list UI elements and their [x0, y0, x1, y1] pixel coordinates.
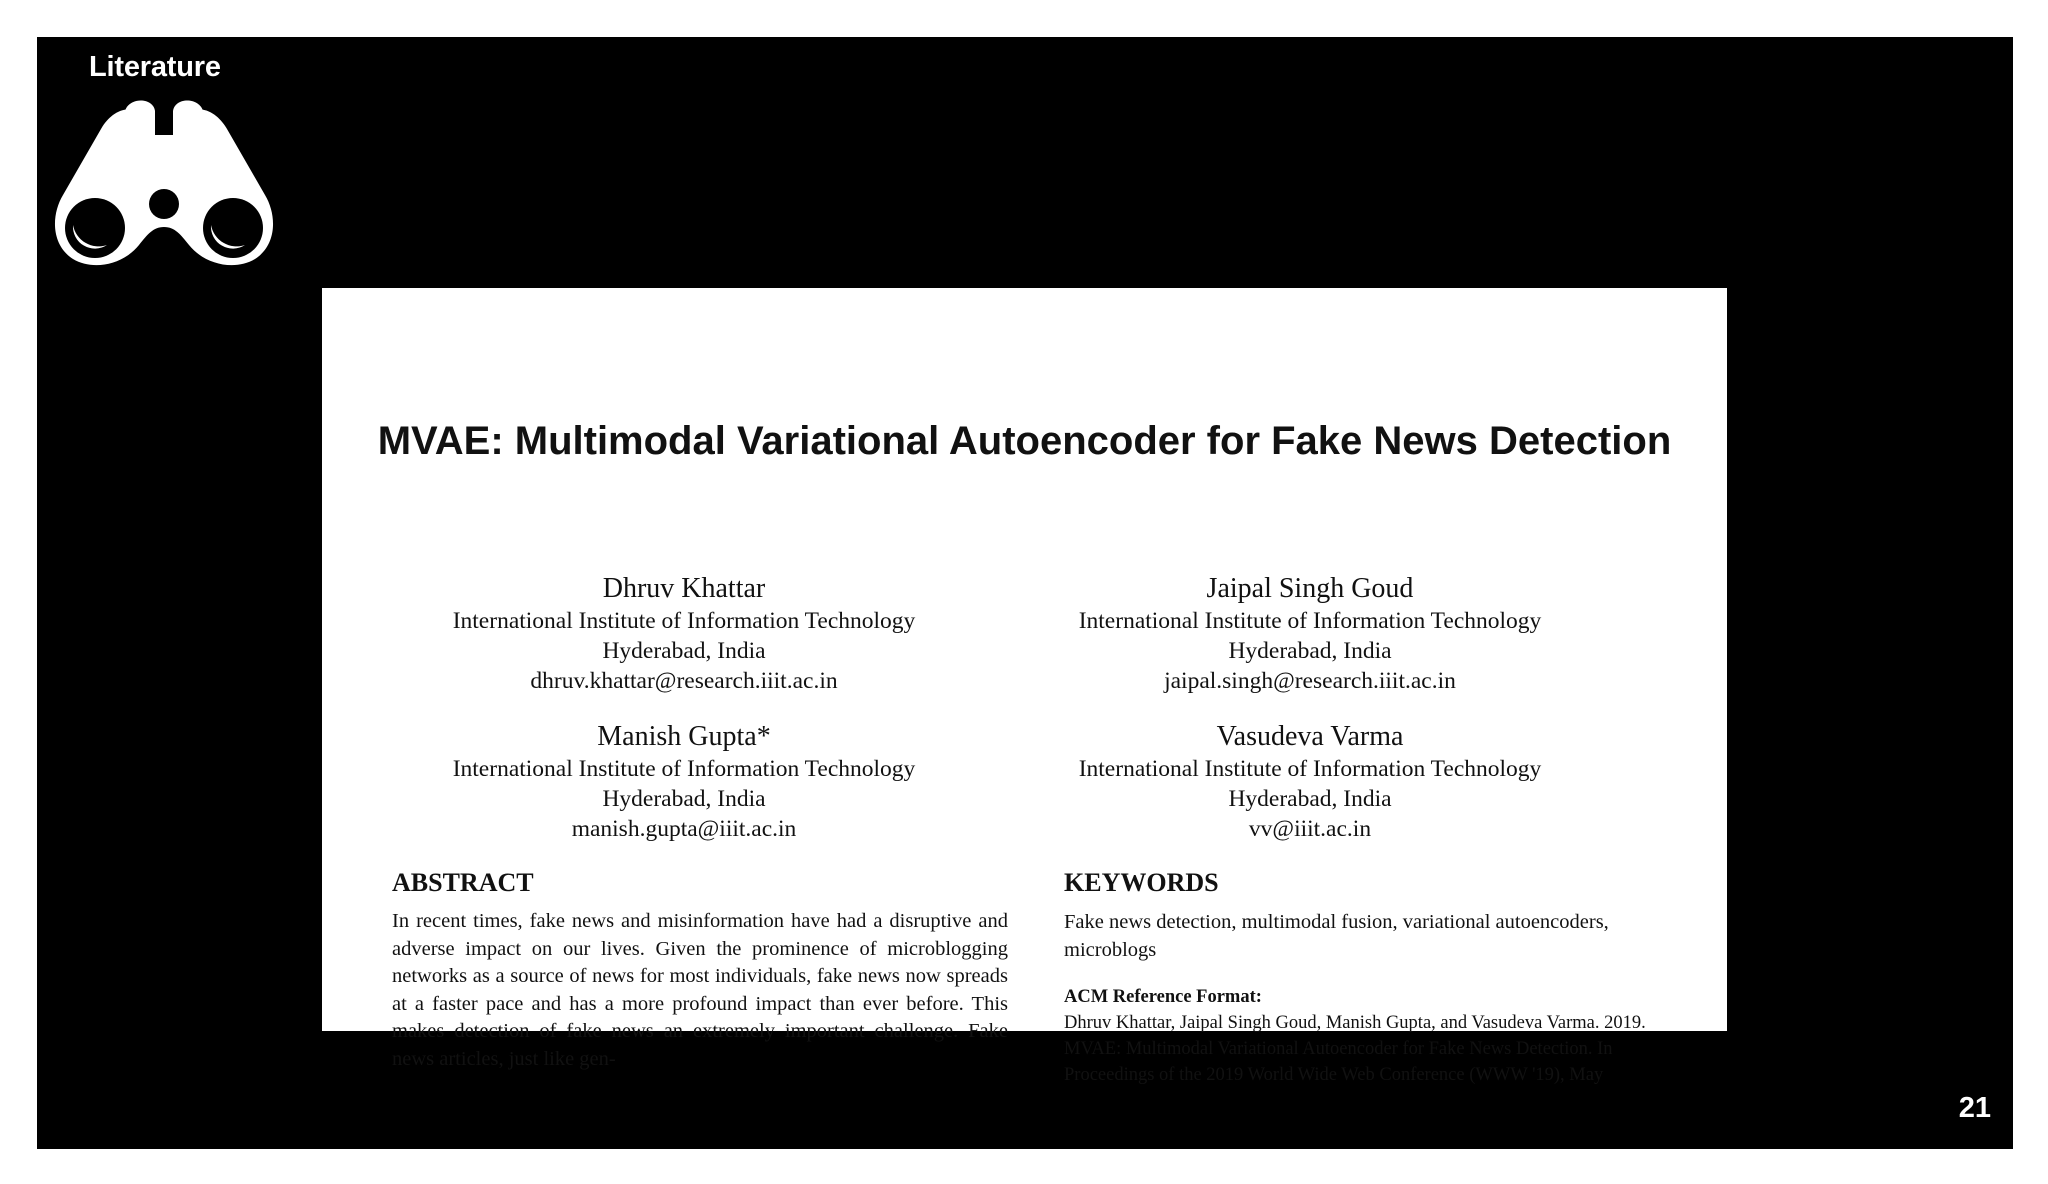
abstract-text: In recent times, fake news and misinformation have had a disruptive and adverse impact on our lives. Given the prominence of microblogging networks as a source of news for most individuals, fake news now spreads at a faster pace and has a more profound impact than ever before. This makes detection of fake news an extremely important challenge. Fake news articles, just like gen- [392, 910, 1008, 1070]
author-block [384, 720, 984, 844]
author-email: dhruv.khattar@research.iiit.ac.in [530, 668, 838, 694]
author-email: jaipal.singh@research.iiit.ac.in [1164, 668, 1456, 694]
abstract-section [392, 866, 1008, 1073]
page-number: 21 [1958, 1092, 1991, 1124]
author-email: manish.gupta@iiit.ac.in [571, 816, 797, 842]
author-affiliation: International Institute of Information Technology [452, 608, 916, 634]
author-affiliation: International Institute of Information Technology [1078, 756, 1542, 782]
author-block [1010, 720, 1610, 844]
keywords-section [1064, 866, 1698, 1088]
author-affiliation: International Institute of Information Technology [1078, 608, 1542, 634]
author-name: Vasudeva Varma [1216, 721, 1404, 752]
acm-reference-text: Dhruv Khattar, Jaipal Singh Goud, Manish Gupta, and Vasudeva Varma. 2019. MVAE: Multimodal Variational Autoencoder for Fake News Detection. In Proceedings of the 2019 World Wide Web Conference (WWW '19), May [1064, 1013, 1646, 1085]
author-email: vv@iiit.ac.in [1248, 816, 1372, 842]
slide [37, 37, 2013, 1149]
author-location: Hyderabad, India [602, 638, 766, 664]
binoculars-icon [43, 85, 285, 267]
author-name: Manish Gupta* [597, 721, 771, 752]
author-name: Jaipal Singh Goud [1206, 573, 1414, 604]
author-block [384, 572, 984, 696]
author-location: Hyderabad, India [1228, 638, 1392, 664]
keywords-text: Fake news detection, multimodal fusion, variational autoencoders, microblogs [1064, 911, 1609, 961]
author-location: Hyderabad, India [1228, 786, 1392, 812]
author-block [1010, 572, 1610, 696]
paper-title: MVAE: Multimodal Variational Autoencoder for Fake News Detection [377, 419, 1672, 463]
section-label: Literature [89, 51, 221, 83]
author-name: Dhruv Khattar [602, 573, 766, 604]
acm-reference-heading: ACM Reference Format: [1064, 987, 1262, 1007]
author-affiliation: International Institute of Information Technology [452, 756, 916, 782]
abstract-heading: ABSTRACT [392, 868, 534, 897]
paper-page [322, 288, 1727, 1085]
author-location: Hyderabad, India [602, 786, 766, 812]
keywords-heading: KEYWORDS [1064, 868, 1219, 897]
